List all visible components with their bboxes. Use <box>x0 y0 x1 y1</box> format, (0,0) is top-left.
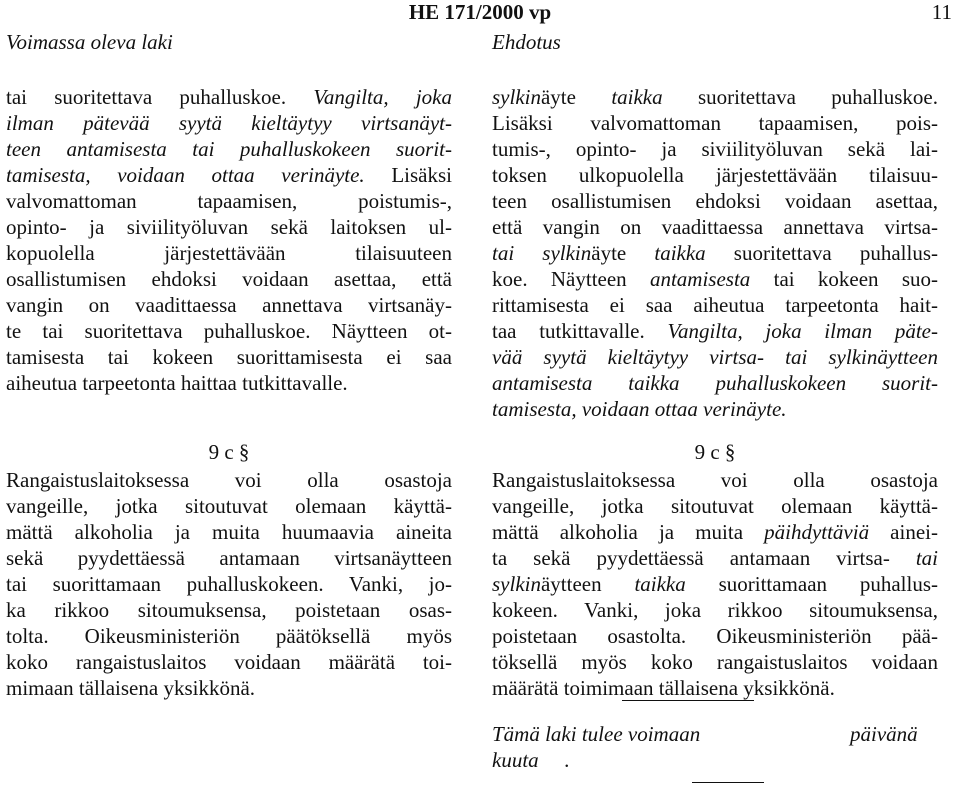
enactment-month-line <box>492 747 938 773</box>
document-id: HE 171/2000 vp <box>408 0 552 24</box>
text-line: poistetaan osastolta. Oikeusministeriön pää- <box>492 624 938 648</box>
text-line: kokeen. Vanki, joka rikkoo sitoumuksensa, <box>492 598 938 622</box>
text-line: Rangaistuslaitoksessa voi olla osastoja <box>6 468 452 492</box>
text-line: Lisäksi valvomattoman tapaamisen, pois- <box>492 111 938 135</box>
text-line: taa tutkittavalle. Vangilta, joka ilman päte- <box>492 319 938 343</box>
text-line: antamisesta taikka puhalluskokeen suorit- <box>492 371 938 395</box>
text-line: aiheutua tarpeetonta haittaa tutkittavalle. <box>6 371 348 395</box>
text-line: mimaan tällaisena yksikkönä. <box>6 676 256 700</box>
text-line: sylkinäytteen taikka suorittamaan puhallus- <box>492 572 938 596</box>
enactment-line <box>492 721 938 747</box>
end-rule <box>692 782 764 783</box>
text-line: mättä alkoholia ja muita päihdyttäviä ainei- <box>492 520 938 544</box>
text-line: mättä alkoholia ja muita huumaavia aineita <box>6 520 452 544</box>
enactment-period: . <box>564 748 570 772</box>
section-heading: 9 c § <box>208 440 250 464</box>
right-column-heading: Ehdotus <box>492 30 561 54</box>
text-line: että vangin on vaadittaessa annettava virtsa- <box>492 215 938 239</box>
text-line: sylkinäyte taikka suoritettava puhalluskoe. <box>492 85 939 109</box>
text-line: tai sylkinäyte taikka suoritettava puhallus- <box>492 241 939 265</box>
text-line: määrätä toimimaan tällaisena yksikkönä. <box>492 676 835 700</box>
text-line: teen antamisesta tai puhalluskokeen suorit- <box>6 137 452 161</box>
text-line: koko rangaistuslaitos voidaan määrätä toi- <box>6 650 452 674</box>
text-line: tai suorittamaan puhalluskokeen. Vanki, jo- <box>6 572 452 596</box>
section-heading: 9 c § <box>694 440 736 464</box>
text-line: osallistumisen ehdoksi voidaan asettaa, että <box>6 267 452 291</box>
text-line: valvomattoman tapaamisen, poistumis-, <box>6 189 452 213</box>
text-line: ta sekä pyydettäessä antamaan virtsa- tai <box>492 546 938 570</box>
text-line: ilman pätevää syytä kieltäytyy virtsanäyt- <box>6 111 452 135</box>
text-line: Rangaistuslaitoksessa voi olla osastoja <box>492 468 938 492</box>
text-line: tolta. Oikeusministeriön päätöksellä myös <box>6 624 452 648</box>
enactment-day-word: päivänä <box>850 722 918 746</box>
text-line: vangin on vaadittaessa annettava virtsanäy- <box>6 293 452 317</box>
left-column-heading: Voimassa oleva laki <box>6 30 173 54</box>
text-line: tamisesta, voidaan ottaa verinäyte. <box>492 397 787 421</box>
text-line: tamisesta, voidaan ottaa verinäyte. Lisäksi <box>6 163 452 187</box>
text-line: vää syytä kieltäytyy virtsa- tai sylkinäytteen <box>492 345 938 369</box>
text-line: tai suoritettava puhalluskoe. Vangilta, joka <box>6 85 452 109</box>
page-number: 11 <box>931 0 952 24</box>
enactment-month-word: kuuta <box>492 748 539 772</box>
text-line: töksellä myös koko rangaistuslaitos voidaan <box>492 650 938 674</box>
text-line: opinto- ja siviilityöluvan sekä laitoksen ul- <box>6 215 452 239</box>
enactment-text: Tämä laki tulee voimaan <box>492 722 701 746</box>
text-line: teen osallistumisen ehdoksi voidaan asettaa, <box>492 189 938 213</box>
text-line: kopuolella järjestettävään tilaisuuteen <box>6 241 452 265</box>
text-line: vangeille, jotka sitoutuvat olemaan käyttä- <box>492 494 938 518</box>
text-line: rittamisesta ei saa aiheutua tarpeetonta hait- <box>492 293 938 317</box>
text-line: tamisesta tai kokeen suorittamisesta ei saa <box>6 345 452 369</box>
text-line: ka rikkoo sitoumuksensa, poistetaan osas- <box>6 598 452 622</box>
text-line: tumis-, opinto- ja siviilityöluvan sekä lai- <box>492 137 938 161</box>
text-line: te tai suoritettava puhalluskoe. Näytteen ot- <box>6 319 452 343</box>
text-line: sekä pyydettäessä antamaan virtsanäytteen <box>6 546 452 570</box>
separator-rule <box>622 700 754 701</box>
text-line: toksen ulkopuolella järjestettävään tilaisuu- <box>492 163 938 187</box>
text-line: koe. Näytteen antamisesta tai kokeen suo- <box>492 267 938 291</box>
text-line: vangeille, jotka sitoutuvat olemaan käyttä- <box>6 494 452 518</box>
